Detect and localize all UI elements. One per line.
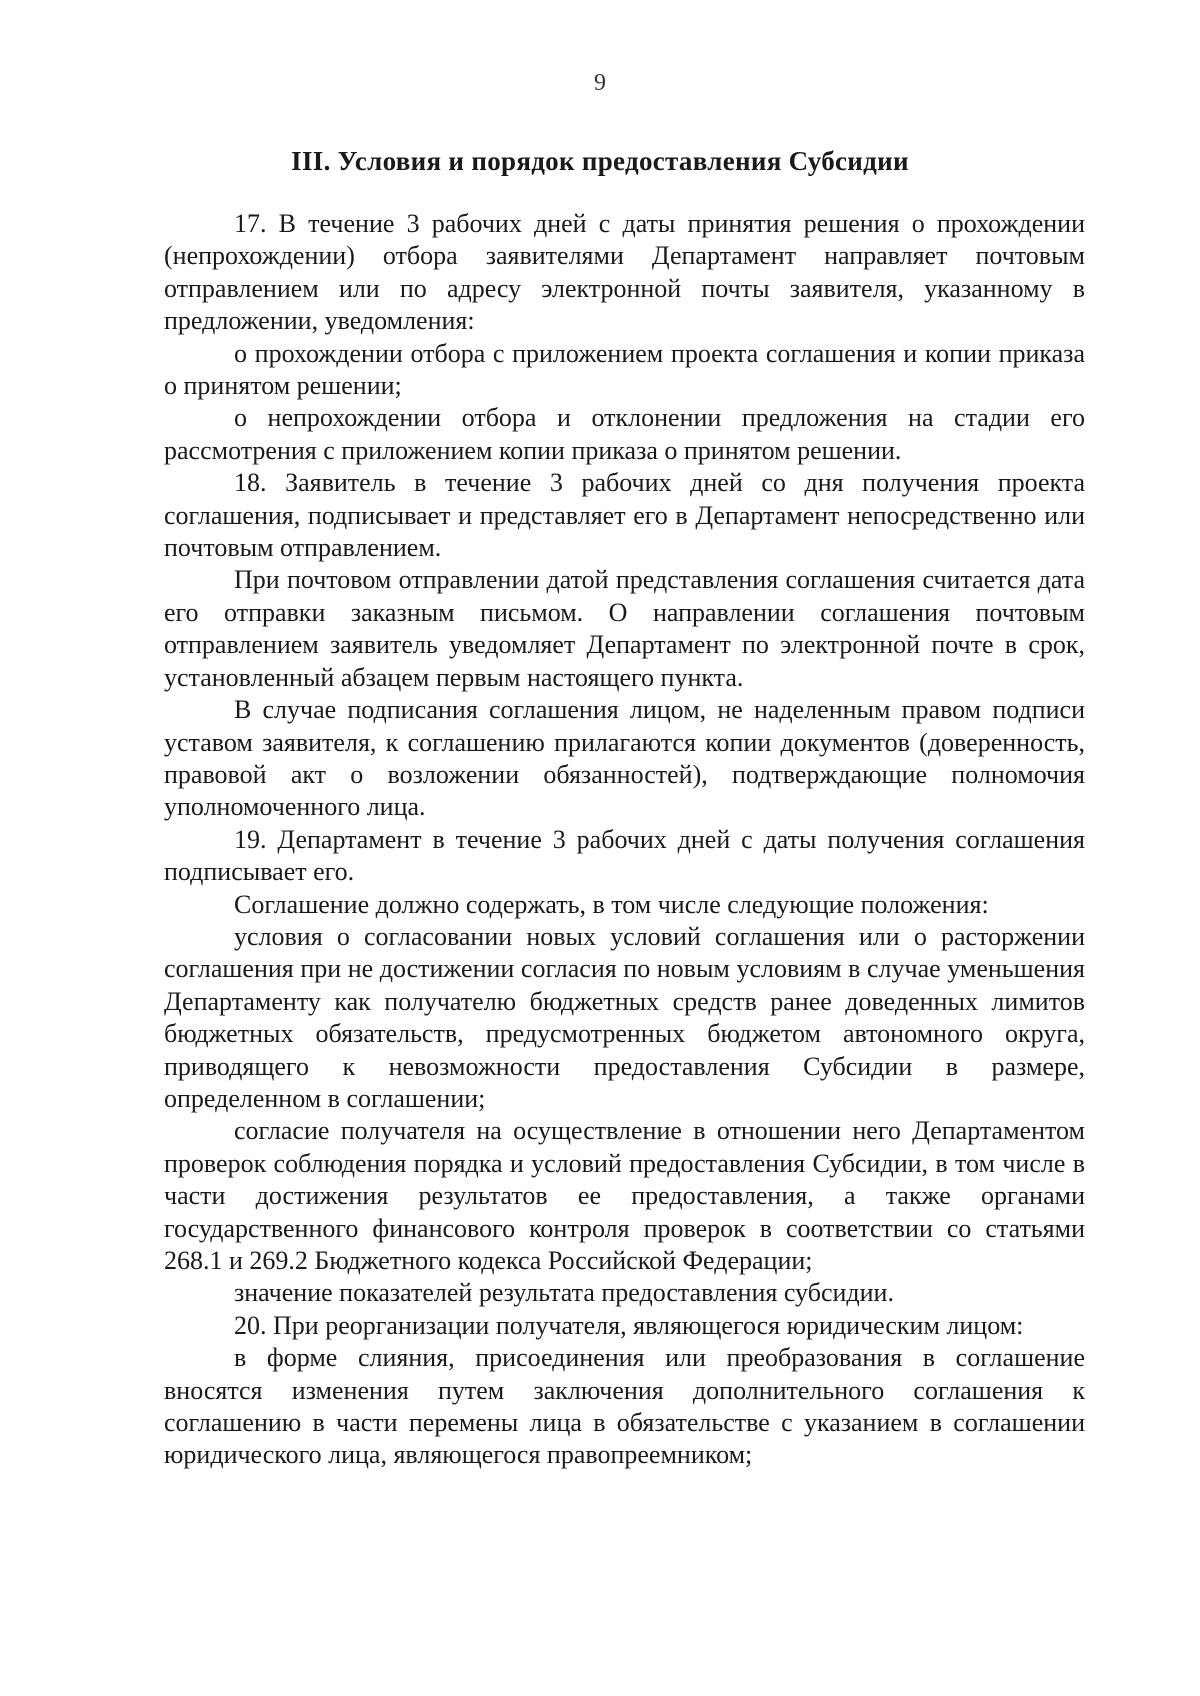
section-title: III. Условия и порядок предоставления Субсидии <box>291 146 909 176</box>
paragraph-notice-fail: о непрохождении отбора и отклонении предложения на стадии его рассмотрения с приложением копии приказа о принятом решении. <box>164 403 1085 465</box>
paragraph-agreement-contents: Соглашение должно содержать, в том числе следующие положения: <box>234 889 989 919</box>
paragraph-18: 18. Заявитель в течение 3 рабочих дней со дня получения проекта соглашения, подписывает и представляет его в Департамент непосредственно или почтовым отправлением. <box>164 468 1085 563</box>
paragraph-reorganization-merger: в форме слияния, присоединения или преобразования в соглашение вносятся изменения путем заключения дополнительного соглашения к соглашению в части перемены лица в обязательстве с указанием в соглашении юридического лица, являющегося правопреемником; <box>164 1343 1085 1470</box>
page-number: 9 <box>594 70 606 96</box>
paragraph-consent-inspections: согласие получателя на осуществление в отношении него Департаментом проверок соблюдения порядка и условий предоставления Субсидии, в том числе в части достижения результатов ее предоставления, а также органами государственного финансового контроля проверок в соответствии со статьями 268.1 и 269.2 Бюджетного кодекса Российской Федерации; <box>164 1116 1085 1275</box>
paragraph-postal-sending: При почтовом отправлении датой представления соглашения считается дата его отправки заказным письмом. О направлении соглашения почтовым отправлением заявитель уведомляет Департамент по электронной почте в срок, установленный абзацем первым настоящего пункта. <box>164 565 1085 692</box>
paragraph-20: 20. При реорганизации получателя, являющегося юридическим лицом: <box>234 1310 1024 1340</box>
paragraph-notice-pass: о прохождении отбора с приложением проекта соглашения и копии приказа о принятом решении; <box>164 338 1085 401</box>
paragraph-result-indicators: значение показателей результата предоставления субсидии. <box>234 1278 894 1308</box>
paragraph-signing-authority: В случае подписания соглашения лицом, не наделенным правом подписи уставом заявителя, к соглашению прилагаются копии документов (доверенность, правовой акт о возложении обязанностей), подтверждающие полномочия уполномоченного лица. <box>164 695 1085 822</box>
paragraph-17: 17. В течение 3 рабочих дней с даты принятия решения о прохождении (непрохождении) отбора заявителями Департамент направляет почтовым отправлением или по адресу электронной почты заявителя, указанному в предложении, уведомления: <box>164 209 1085 336</box>
paragraph-new-conditions: условия о согласовании новых условий соглашения или о расторжении соглашения при не достижении согласия по новым условиям в случае уменьшения Департаменту как получателю бюджетных средств ранее доведенных лимитов бюджетных обязательств, предусмотренных бюджетом автономного округа, приводящего к невозможности предоставления Субсидии в размере, определенном в соглашении; <box>164 921 1085 1113</box>
document-body <box>164 208 1085 1472</box>
paragraph-19: 19. Департамент в течение 3 рабочих дней с даты получения соглашения подписывает его. <box>164 824 1085 887</box>
